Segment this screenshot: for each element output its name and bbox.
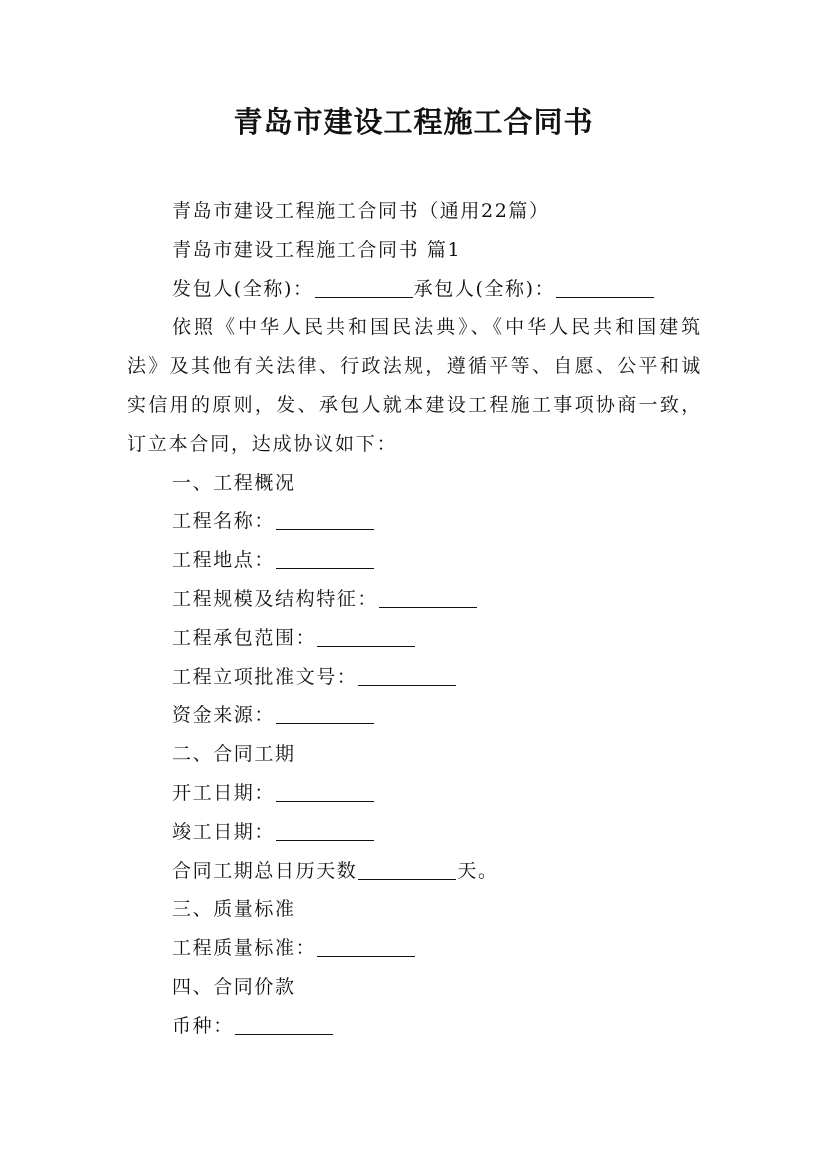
employer-blank [315, 275, 413, 298]
section2-heading: 二、合同工期 [172, 743, 296, 766]
completion-date-blank [276, 818, 374, 841]
contract-scope-line [127, 619, 702, 658]
approval-number-label: 工程立项批准文号： [172, 665, 358, 688]
project-location-label: 工程地点： [172, 549, 276, 572]
document-title: 青岛市建设工程施工合同书 [233, 105, 594, 139]
fund-source-blank [276, 701, 374, 724]
document-subtitle: 青岛市建设工程施工合同书（通用22篇） [172, 200, 550, 222]
start-date-blank [276, 779, 374, 802]
completion-date-line [127, 813, 702, 852]
start-date-line [127, 774, 702, 813]
quality-standard-label: 工程质量标准： [172, 937, 317, 960]
approval-number-blank [358, 663, 456, 686]
currency-label: 币种： [172, 1014, 234, 1037]
project-scale-line [127, 580, 702, 619]
section4-heading: 四、合同价款 [172, 975, 296, 998]
currency-blank [235, 1012, 333, 1035]
fund-source-label: 资金来源： [172, 704, 276, 727]
project-scale-label: 工程规模及结构特征： [172, 587, 379, 610]
section3-heading: 三、质量标准 [172, 898, 296, 921]
completion-date-label: 竣工日期： [172, 820, 276, 843]
contract-scope-label: 工程承包范围： [172, 626, 317, 649]
project-location-line [127, 541, 702, 580]
section-heading: 青岛市建设工程施工合同书 篇1 [172, 238, 462, 261]
quality-standard-line [127, 929, 702, 968]
currency-line [127, 1007, 702, 1046]
project-name-label: 工程名称： [172, 510, 276, 533]
project-location-blank [276, 546, 374, 569]
employer-label: 发包人(全称)： [172, 277, 314, 300]
document-body [127, 192, 702, 1046]
total-days-blank [358, 857, 456, 880]
project-scale-blank [379, 585, 477, 608]
project-name-blank [276, 507, 374, 530]
approval-number-line [127, 658, 702, 697]
total-days-suffix: 天。 [457, 859, 499, 882]
section1-heading: 一、工程概况 [172, 471, 296, 494]
contractor-blank [556, 275, 654, 298]
project-name-line [127, 502, 702, 541]
total-days-prefix: 合同工期总日历天数 [172, 859, 358, 882]
total-days-line [127, 852, 702, 891]
start-date-label: 开工日期： [172, 781, 276, 804]
quality-standard-blank [317, 934, 415, 957]
preamble-paragraph: 依照《中华人民共和国民法典》、《中华人民共和国建筑法》及其他有关法律、行政法规，遵循平等、自愿、公平和诚实信用的原则，发、承包人就本建设工程施工事项协商一致，订立本合同，达成协议如下： [127, 316, 702, 455]
fund-source-line [127, 696, 702, 735]
parties-line [127, 270, 702, 309]
contractor-label: 承包人(全称)： [413, 277, 556, 300]
contract-scope-blank [317, 624, 415, 647]
